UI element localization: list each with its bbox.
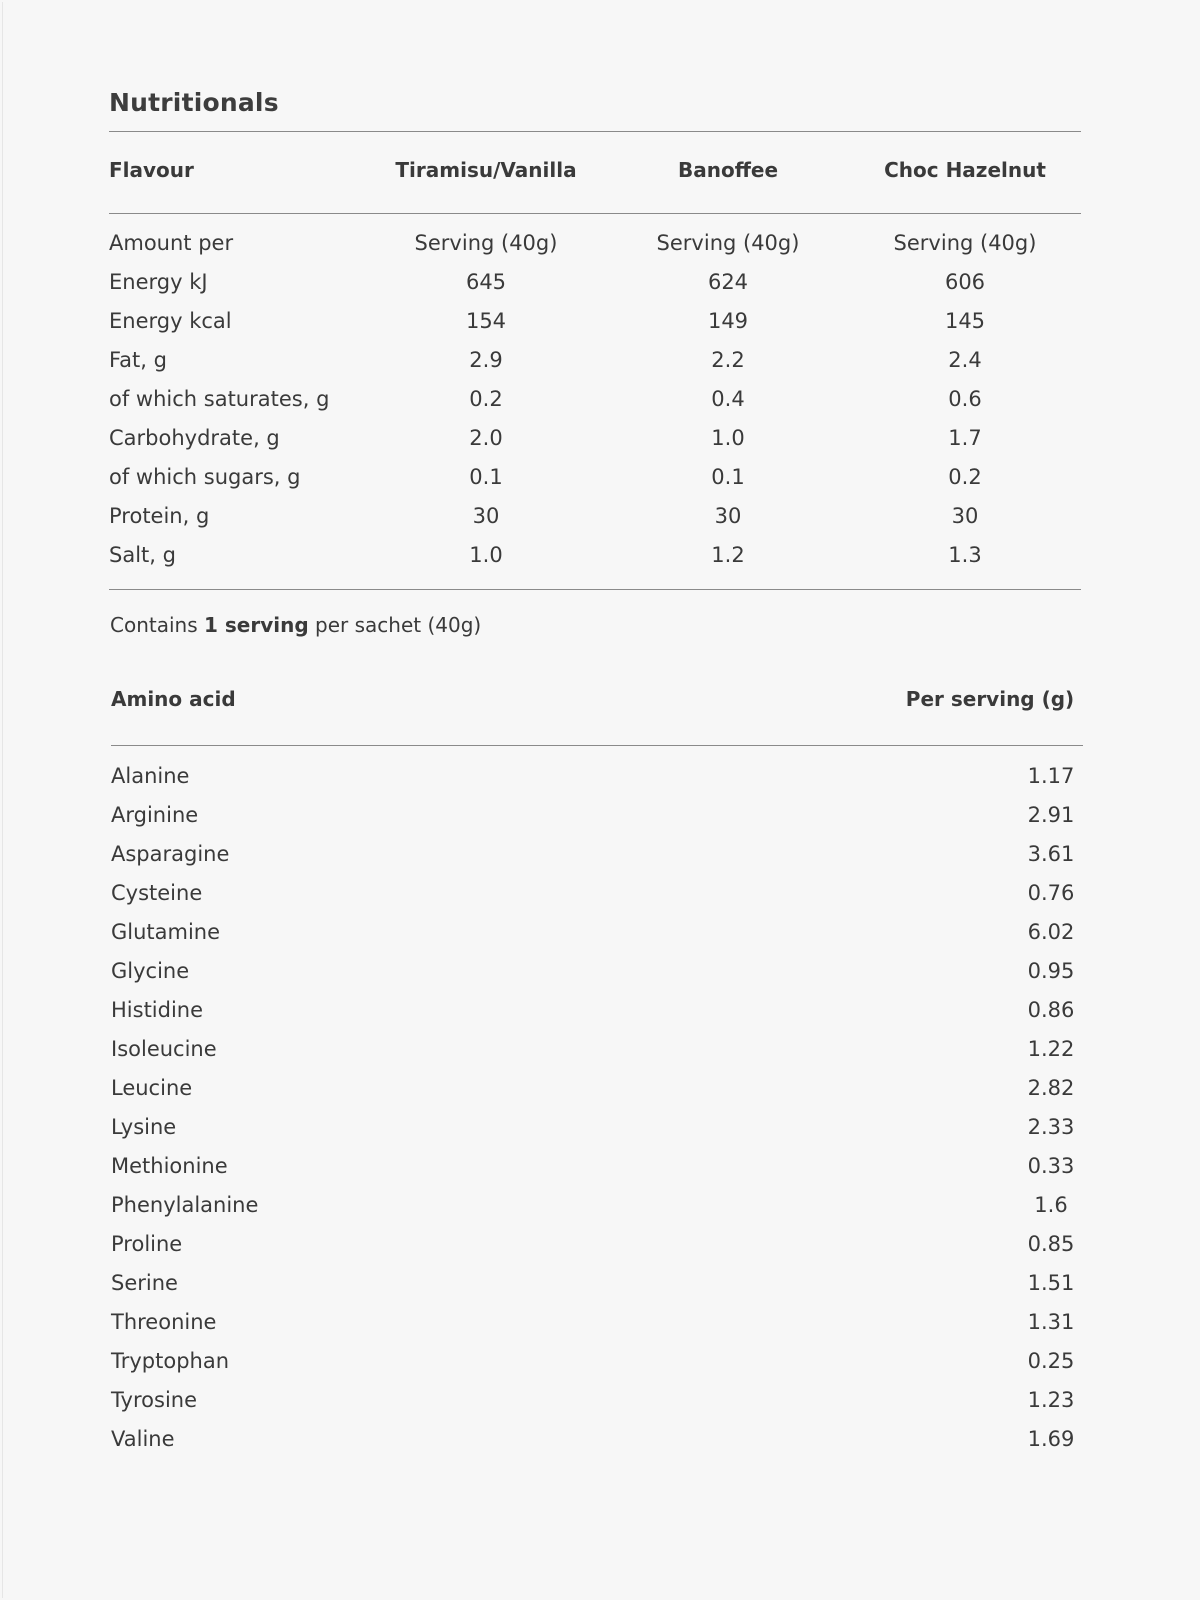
amino-acid-value: 0.86 xyxy=(1027,998,1075,1022)
cell-value: 0.6 xyxy=(948,387,982,411)
table-row xyxy=(111,959,1083,989)
table-row xyxy=(111,881,1083,911)
amino-acid-name: Lysine xyxy=(111,1115,177,1139)
amino-acid-name: Isoleucine xyxy=(111,1037,217,1061)
column-header-tiramisu-vanilla: Tiramisu/Vanilla xyxy=(395,158,577,182)
amino-acid-value: 3.61 xyxy=(1027,842,1075,866)
row-label: Energy kJ xyxy=(109,270,208,294)
table-row xyxy=(111,1076,1083,1106)
table-row xyxy=(111,920,1083,950)
cell-value: 0.2 xyxy=(469,387,503,411)
cell-value: 645 xyxy=(465,270,507,294)
cell-value: Serving (40g) xyxy=(893,231,1037,255)
cell-value: 0.4 xyxy=(711,387,745,411)
servings-note-prefix: Contains xyxy=(110,613,204,637)
cell-value: 30 xyxy=(951,504,979,528)
cell-value: 145 xyxy=(944,309,986,333)
amino-acid-name: Phenylalanine xyxy=(111,1193,259,1217)
amino-acid-value: 1.31 xyxy=(1027,1310,1075,1334)
amino-acid-value: 0.33 xyxy=(1027,1154,1075,1178)
cell-value: 1.2 xyxy=(711,543,745,567)
row-label: of which saturates, g xyxy=(109,387,330,411)
row-label: Carbohydrate, g xyxy=(109,426,280,450)
table-row xyxy=(109,270,1081,300)
cell-value: 30 xyxy=(714,504,742,528)
amino-acid-name: Glutamine xyxy=(111,920,221,944)
row-label: Amount per xyxy=(109,231,234,255)
amino-acid-name: Valine xyxy=(111,1427,175,1451)
amino-acid-value: 0.85 xyxy=(1027,1232,1075,1256)
table-row xyxy=(111,1115,1083,1145)
cell-value: 0.1 xyxy=(469,465,503,489)
table-row xyxy=(109,348,1081,378)
table-row xyxy=(109,465,1081,495)
table-row xyxy=(111,1388,1083,1418)
servings-note-count: 1 serving xyxy=(203,613,309,637)
amino-acid-value: 1.69 xyxy=(1027,1427,1075,1451)
servings-note-suffix: per sachet (40g) xyxy=(308,613,482,637)
cell-value: 2.2 xyxy=(711,348,745,372)
cell-value: 606 xyxy=(944,270,986,294)
amino-acid-name: Histidine xyxy=(111,998,204,1022)
table-row xyxy=(111,803,1083,833)
amino-acid-name: Tryptophan xyxy=(111,1349,230,1373)
amino-acid-name: Leucine xyxy=(111,1076,193,1100)
row-label: of which sugars, g xyxy=(109,465,301,489)
cell-value: 1.3 xyxy=(948,543,982,567)
amino-acid-value: 1.6 xyxy=(1034,1193,1068,1217)
column-header-choc-hazelnut: Choc Hazelnut xyxy=(884,158,1046,182)
amino-acid-name: Cysteine xyxy=(111,881,203,905)
table-row xyxy=(111,998,1083,1028)
page-title: Nutritionals xyxy=(109,88,279,117)
amino-acid-value: 1.23 xyxy=(1027,1388,1075,1412)
cell-value: 624 xyxy=(707,270,749,294)
table-row xyxy=(109,426,1081,456)
row-label: Salt, g xyxy=(109,543,176,567)
table-row xyxy=(111,1427,1083,1457)
row-label: Energy kcal xyxy=(109,309,232,333)
amino-acid-name: Methionine xyxy=(111,1154,228,1178)
cell-value: 2.0 xyxy=(469,426,503,450)
cell-value: 1.0 xyxy=(711,426,745,450)
table-row xyxy=(109,543,1081,573)
amino-acid-value: 0.76 xyxy=(1027,881,1075,905)
table-row xyxy=(111,1349,1083,1379)
column-header-flavour: Flavour xyxy=(109,158,194,182)
cell-value: 0.1 xyxy=(711,465,745,489)
amino-acid-value: 1.51 xyxy=(1027,1271,1075,1295)
table-row xyxy=(111,842,1083,872)
amino-acid-value: 6.02 xyxy=(1027,920,1075,944)
cell-value: 149 xyxy=(707,309,749,333)
amino-acid-name: Glycine xyxy=(111,959,190,983)
column-header-amino-acid: Amino acid xyxy=(111,687,236,711)
amino-acid-name: Threonine xyxy=(111,1310,217,1334)
column-header-banoffee: Banoffee xyxy=(677,158,779,182)
amino-acid-value: 0.95 xyxy=(1027,959,1075,983)
amino-acid-name: Arginine xyxy=(111,803,199,827)
table-row xyxy=(111,1037,1083,1067)
table-row xyxy=(109,504,1081,534)
table-row xyxy=(111,1154,1083,1184)
amino-acid-name: Proline xyxy=(111,1232,183,1256)
amino-acid-name: Alanine xyxy=(111,764,190,788)
amino-acid-name: Tyrosine xyxy=(111,1388,198,1412)
amino-acid-value: 2.91 xyxy=(1027,803,1075,827)
cell-value: 2.9 xyxy=(469,348,503,372)
table-row xyxy=(111,1271,1083,1301)
cell-value: 30 xyxy=(472,504,500,528)
cell-value: Serving (40g) xyxy=(656,231,800,255)
table-row xyxy=(111,1232,1083,1262)
table-row xyxy=(109,231,1081,261)
amino-acid-value: 0.25 xyxy=(1027,1349,1075,1373)
row-label: Protein, g xyxy=(109,504,210,528)
cell-value: 154 xyxy=(465,309,507,333)
servings-note xyxy=(110,613,481,637)
cell-value: 1.7 xyxy=(948,426,982,450)
table-row xyxy=(109,387,1081,417)
amino-acid-value: 1.17 xyxy=(1027,764,1075,788)
row-label: Fat, g xyxy=(109,348,167,372)
amino-acid-value: 1.22 xyxy=(1027,1037,1075,1061)
divider xyxy=(109,131,1081,132)
cell-value: 2.4 xyxy=(948,348,982,372)
amino-acid-value: 2.33 xyxy=(1027,1115,1075,1139)
header-divider xyxy=(109,213,1081,214)
table-row xyxy=(111,1310,1083,1340)
amino-acid-name: Serine xyxy=(111,1271,178,1295)
amino-acid-value: 2.82 xyxy=(1027,1076,1075,1100)
amino-header-divider xyxy=(111,745,1083,746)
cell-value: 0.2 xyxy=(948,465,982,489)
table-bottom-divider xyxy=(109,589,1081,590)
table-row xyxy=(109,309,1081,339)
table-row xyxy=(111,764,1083,794)
table-row xyxy=(111,1193,1083,1223)
cell-value: Serving (40g) xyxy=(414,231,558,255)
amino-acid-name: Asparagine xyxy=(111,842,230,866)
column-header-per-serving: Per serving (g) xyxy=(905,687,1075,711)
cell-value: 1.0 xyxy=(469,543,503,567)
